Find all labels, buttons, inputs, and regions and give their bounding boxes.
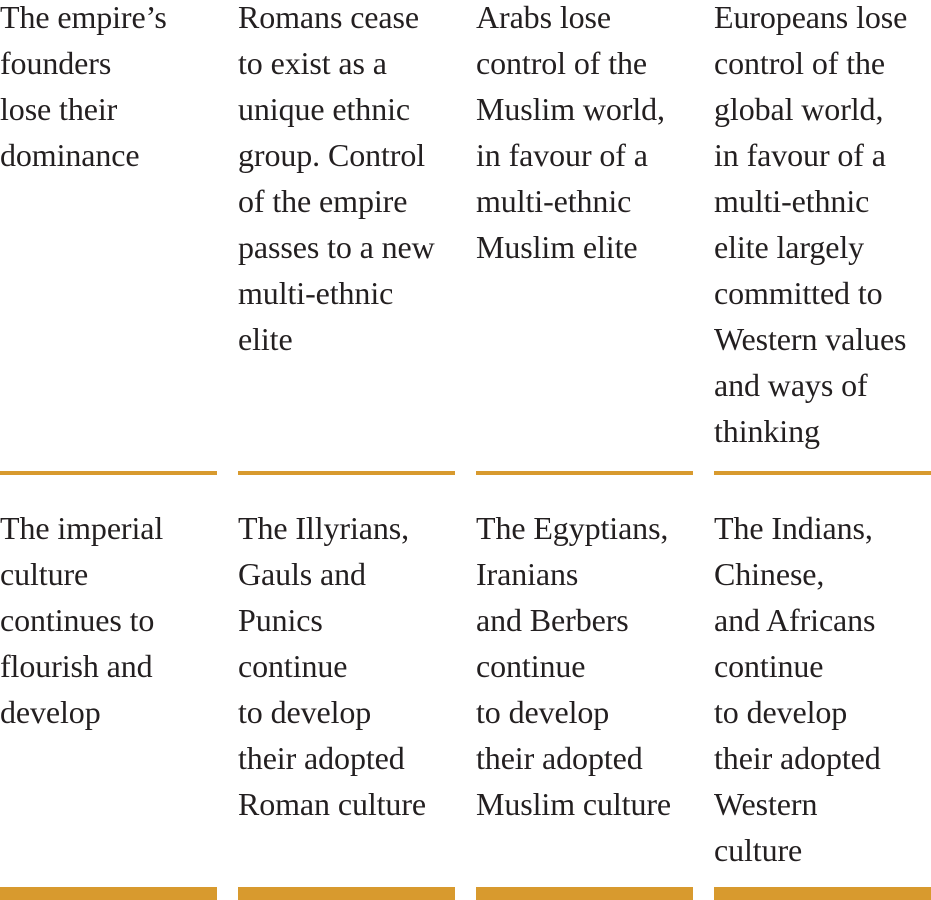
top-cell-text: Europeans lose control of the global world, in favour of a multi-ethnic elite largely committed to Western values and ways of thinking xyxy=(714,0,908,449)
top-cell-imperial xyxy=(0,0,216,178)
bottom-rule xyxy=(476,887,693,900)
top-cell-text: The empire’s founders lose their dominance xyxy=(0,0,167,173)
bottom-cell-roman xyxy=(238,505,454,827)
bottom-cell-text: The imperial culture continues to flourish and develop xyxy=(0,510,164,730)
top-cell-text: Arabs lose control of the Muslim world, in favour of a multi-ethnic Muslim elite xyxy=(476,0,665,265)
bottom-cell-imperial xyxy=(0,505,216,735)
bottom-rule xyxy=(714,887,931,900)
bottom-cell-european xyxy=(714,505,930,873)
divider-rule xyxy=(238,471,455,475)
divider-rule xyxy=(0,471,217,475)
top-cell-arab xyxy=(476,0,692,270)
top-cell-european xyxy=(714,0,930,454)
bottom-rule xyxy=(238,887,455,900)
top-cell-roman xyxy=(238,0,454,362)
bottom-cell-arab xyxy=(476,505,692,827)
divider-rule xyxy=(714,471,931,475)
top-cell-text: Romans cease to exist as a unique ethnic group. Control of the empire passes to a new multi-ethnic elite xyxy=(238,0,435,357)
bottom-cell-text: The Indians, Chinese, and Africans continue to develop their adopted Western culture xyxy=(714,510,881,868)
bottom-cell-text: The Illyrians, Gauls and Punics continue to develop their adopted Roman culture xyxy=(238,510,426,822)
bottom-rule xyxy=(0,887,217,900)
divider-rule xyxy=(476,471,693,475)
bottom-cell-text: The Egyptians, Iranians and Berbers continue to develop their adopted Muslim culture xyxy=(476,510,672,822)
